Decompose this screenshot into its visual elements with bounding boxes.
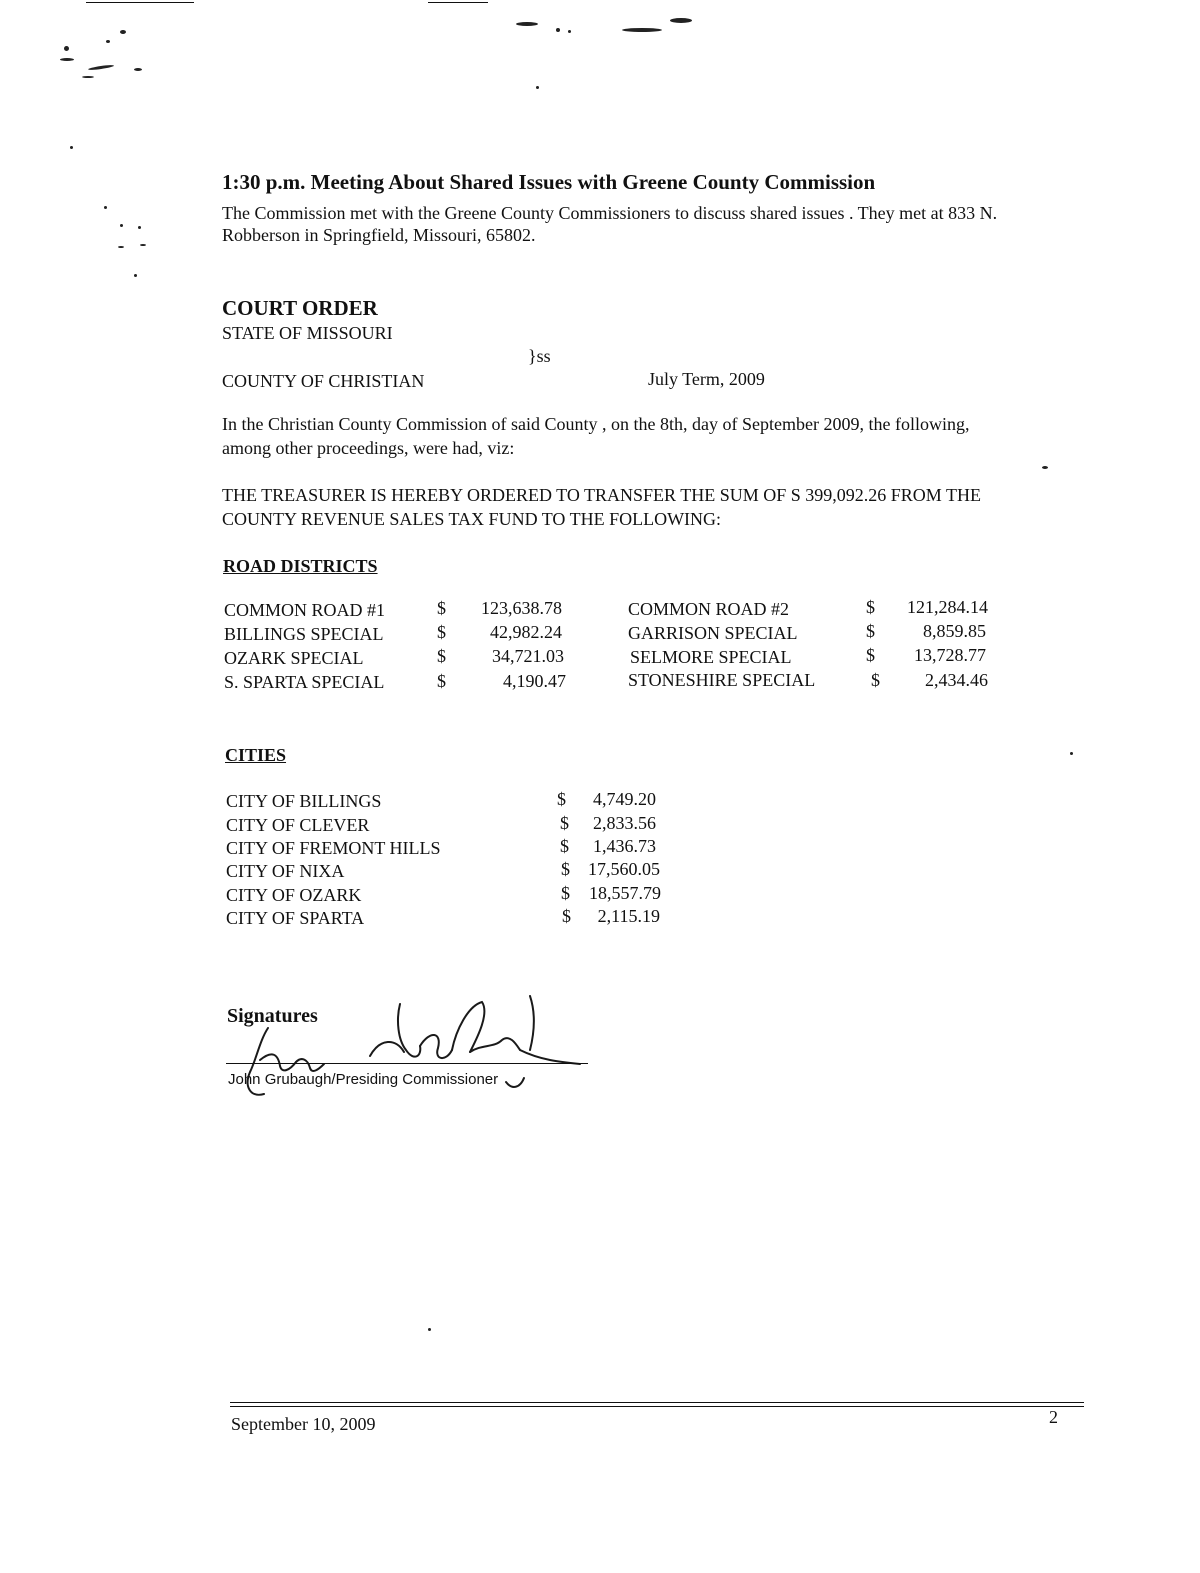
city-amount: 2,115.19: [597, 906, 660, 926]
intro-line-1: In the Christian County Commission of said County , on the 8th, day of September 2009, the following,: [222, 414, 970, 434]
page-number: 2: [1049, 1407, 1058, 1427]
city-amount: 18,557.79: [589, 883, 661, 903]
meeting-heading: 1:30 p.m. Meeting About Shared Issues with Greene County Commission: [222, 170, 876, 194]
currency-symbol: $: [562, 906, 571, 926]
city-name: CITY OF NIXA: [226, 861, 345, 881]
road-districts-heading: ROAD DISTRICTS: [223, 556, 378, 576]
district-name: GARRISON SPECIAL: [628, 623, 798, 643]
cities-heading: CITIES: [225, 745, 287, 765]
district-name: SELMORE SPECIAL: [630, 647, 792, 667]
city-amount: 4,749.20: [593, 789, 656, 809]
currency-symbol: $: [560, 836, 569, 856]
term-label: July Term, 2009: [648, 369, 765, 389]
state-label: STATE OF MISSOURI: [222, 323, 393, 343]
meeting-text-line-1: The Commission met with the Greene County Commissioners to discuss shared issues . They met at 833 N.: [222, 203, 998, 223]
currency-symbol: $: [866, 645, 875, 665]
district-amount: 8,859.85: [923, 621, 986, 641]
city-amount: 2,833.56: [593, 813, 656, 833]
currency-symbol: $: [866, 597, 875, 617]
footer-date: September 10, 2009: [231, 1414, 376, 1434]
district-amount: 123,638.78: [481, 598, 562, 618]
currency-symbol: $: [437, 622, 446, 642]
district-name: S. SPARTA SPECIAL: [224, 672, 385, 692]
city-name: CITY OF CLEVER: [226, 815, 370, 835]
currency-symbol: $: [871, 670, 880, 690]
meeting-text-line-2: Robberson in Springfield, Missouri, 65802.: [222, 225, 536, 245]
currency-symbol: $: [437, 646, 446, 666]
currency-symbol: $: [866, 621, 875, 641]
district-amount: 42,982.24: [490, 622, 562, 642]
footer-rule: [230, 1402, 1084, 1403]
currency-symbol: $: [560, 813, 569, 833]
district-amount: 4,190.47: [503, 671, 566, 691]
city-amount: 17,560.05: [588, 859, 660, 879]
signatures-heading: Signatures: [227, 1005, 318, 1027]
order-line-1: THE TREASURER IS HEREBY ORDERED TO TRANSFER THE SUM OF S 399,092.26 FROM THE: [222, 485, 981, 505]
district-name: COMMON ROAD #2: [628, 599, 790, 619]
currency-symbol: $: [561, 859, 570, 879]
district-name: COMMON ROAD #1: [224, 600, 386, 620]
court-order-title: COURT ORDER: [222, 296, 378, 320]
footer-rule-2: [230, 1406, 1084, 1407]
signer-name: John Grubaugh/Presiding Commissioner: [228, 1071, 499, 1088]
order-line-2: COUNTY REVENUE SALES TAX FUND TO THE FOLLOWING:: [222, 509, 722, 529]
district-amount: 13,728.77: [914, 645, 986, 665]
city-name: CITY OF BILLINGS: [226, 791, 382, 811]
currency-symbol: $: [557, 789, 566, 809]
district-name: OZARK SPECIAL: [224, 648, 364, 668]
currency-symbol: $: [561, 883, 570, 903]
district-name: STONESHIRE SPECIAL: [628, 670, 816, 690]
signature-line: [226, 1063, 588, 1064]
currency-symbol: $: [437, 671, 446, 691]
district-amount: 121,284.14: [907, 597, 988, 617]
city-amount: 1,436.73: [593, 836, 656, 856]
handwritten-signature: [220, 990, 610, 1110]
city-name: CITY OF SPARTA: [226, 908, 365, 928]
district-name: BILLINGS SPECIAL: [224, 624, 384, 644]
ss-bracket: }ss: [528, 346, 551, 366]
county-label: COUNTY OF CHRISTIAN: [222, 371, 425, 391]
district-amount: 2,434.46: [925, 670, 988, 690]
currency-symbol: $: [437, 598, 446, 618]
city-name: CITY OF OZARK: [226, 885, 362, 905]
intro-line-2: among other proceedings, were had, viz:: [222, 438, 515, 458]
city-name: CITY OF FREMONT HILLS: [226, 838, 441, 858]
district-amount: 34,721.03: [492, 646, 564, 666]
